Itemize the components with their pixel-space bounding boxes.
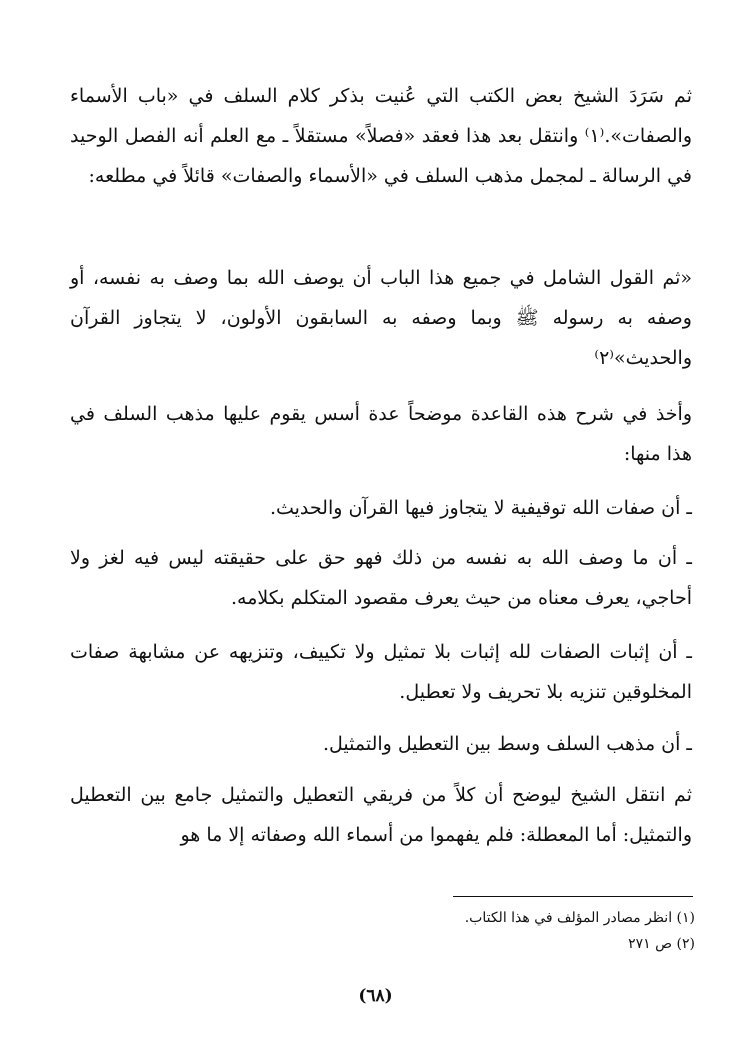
paragraph-intro xyxy=(70,76,692,196)
page-number: (٦٨) xyxy=(358,986,393,1006)
footnote-item: (٢) ص ٢٧١ xyxy=(628,936,695,952)
bullet-item xyxy=(70,538,692,618)
footnote-item: (١) انظر مصادر المؤلف في هذا الكتاب. xyxy=(464,910,695,926)
paragraph-text: ثم سَرَدَ الشيخ بعض الكتب التي عُنيت بذكر كلام السلف في «باب الأسماء والصفات».⁽١⁾ وانتقل بعد هذا فعقد «فصلاً» مستقلاً ـ مع العلم أنه الفصل الوحيد في الرسالة ـ لمجمل مذهب السلف في «الأسماء والصفات» قائلاً في مطلعه: xyxy=(70,85,692,187)
bullet-text: ـ أن إثبات الصفات لله إثبات بلا تمثيل ولا تكييف، وتنزيهه عن مشابهة صفات المخلوقين تنزيه بلا تحريف ولا تعطيل. xyxy=(70,641,692,703)
bullet-text: ـ أن ما وصف الله به نفسه من ذلك فهو حق على حقيقته ليس فيه لغز ولا أحاجي، يعرف معناه من حيث يعرف مقصود المتكلم بكلامه. xyxy=(70,547,692,609)
paragraph-explanation xyxy=(70,394,692,474)
quote-text: «ثم القول الشامل في جميع هذا الباب أن يوصف الله بما وصف به نفسه، أو وصفه به رسوله ﷺ وبما وصفه به السابقون الأولون، لا يتجاوز القرآن والحديث»⁽٢⁾ xyxy=(70,267,692,369)
paragraph-quote xyxy=(70,258,692,378)
bullet-text: ـ أن مذهب السلف وسط بين التعطيل والتمثيل. xyxy=(322,733,692,755)
paragraph-text: وأخذ في شرح هذه القاعدة موضحاً عدة أسس يقوم عليها مذهب السلف في هذا منها: xyxy=(70,403,692,465)
paragraph-text: ثم انتقل الشيخ ليوضح أن كلاً من فريقي التعطيل والتمثيل جامع بين التعطيل والتمثيل: أما المعطلة: فلم يفهموا من أسماء الله وصفاته إلا ما هو xyxy=(70,784,692,846)
paragraph-conclusion xyxy=(70,775,692,855)
bullet-text: ـ أن صفات الله توقيفية لا يتجاوز فيها القرآن والحديث. xyxy=(269,497,692,519)
footnote-divider xyxy=(453,896,693,897)
bullet-item xyxy=(70,488,692,528)
bullet-item xyxy=(70,724,692,764)
bullet-item xyxy=(70,632,692,712)
footnotes xyxy=(300,905,695,957)
